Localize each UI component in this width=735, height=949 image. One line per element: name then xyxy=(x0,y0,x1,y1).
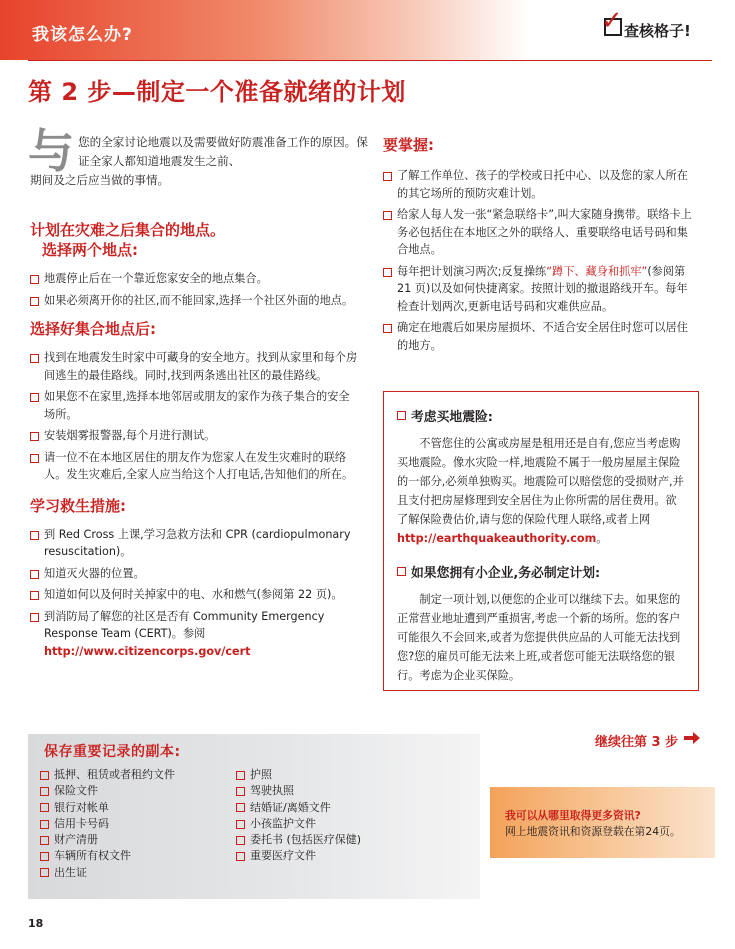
checkbox-icon xyxy=(30,613,39,622)
list-item xyxy=(30,608,360,661)
record-item: 出生证 xyxy=(40,865,175,881)
drop-cap: 与 xyxy=(28,124,74,178)
first-aid-heading: 学习救生措施: xyxy=(30,496,126,515)
insurance-body: 不管您住的公寓或房屋是租用还是自有,您应当考虑购买地震险。像水灾险一样,地震险不属于一般房屋屋主保险的一部分,必须单独购买。地震险可以赔偿您的受损财产,并且支付把房屋修理到安全居住为止你所需的居住费用。欲了解保险费估价,请与您的保险代理人联络,或者上网 http://earthquakeauthority.com。 xyxy=(397,437,684,545)
checkbox-icon xyxy=(236,771,245,780)
page-number: 18 xyxy=(28,917,44,930)
list-item: 给家人每人发一张“紧急联络卡”,叫大家随身携带。联络卡上务必包括住在本地区之外的联络人、重要联络电话号码和集合地点。 xyxy=(383,206,698,259)
list-item: 到 Red Cross 上课,学习急救方法和 CPR (cardiopulmonary resuscitation)。 xyxy=(30,526,360,561)
record-item: 银行对帐单 xyxy=(40,800,175,816)
checkbox-icon xyxy=(383,324,392,333)
record-item: 重要医疗文件 xyxy=(236,848,361,864)
header-divider xyxy=(28,60,712,61)
check-list-label: 查核格子! xyxy=(624,22,691,40)
checkbox-icon xyxy=(30,432,39,441)
record-item: 小孩监护文件 xyxy=(236,816,361,832)
continue-link[interactable]: 继续往第 3 步 xyxy=(595,735,679,750)
more-info-question: 我可以从哪里取得更多资讯? xyxy=(505,809,641,822)
records-title: 保存重要记录的副本: xyxy=(44,744,181,760)
intro-text: 您的全家讨论地震以及需要做好防震准备工作的原因。保证全家人都知道地震发生之前、 xyxy=(78,135,368,168)
intro-text-tail: 期间及之后应当做的事情。 xyxy=(30,173,170,187)
list-item: 知道灭火器的位置。 xyxy=(30,565,360,583)
section-label: 我该怎么办? xyxy=(32,25,133,45)
left-column xyxy=(30,220,360,664)
cert-text: 到消防局了解您的社区是否有 Community Emergency Response Team (CERT)。参阅 xyxy=(44,609,325,640)
insurance-box xyxy=(383,391,699,691)
checkbox-icon xyxy=(40,803,49,812)
drop-cover-hold-quote: “蹲下、藏身和抓牢” xyxy=(546,264,648,278)
record-item: 驾驶执照 xyxy=(236,783,361,799)
checkbox-icon xyxy=(40,787,49,796)
after-choosing-heading: 选择好集合地点后: xyxy=(30,320,156,338)
page-title: 第 2 步—制定一个准备就绪的计划 xyxy=(28,78,406,106)
checkbox-icon xyxy=(30,454,39,463)
right-column xyxy=(383,135,698,358)
record-item: 车辆所有权文件 xyxy=(40,848,175,864)
cert-link[interactable]: http://www.citizencorps.gov/cert xyxy=(44,644,251,658)
more-info-answer: 网上地震资讯和资源登载在第24页。 xyxy=(505,825,681,838)
record-item: 结婚证/离婚文件 xyxy=(236,800,361,816)
list-item: 地震停止后在一个靠近您家安全的地点集合。 xyxy=(30,270,360,288)
record-item: 抵押、租赁或者租约文件 xyxy=(40,767,175,783)
list-item: 知道如何以及何时关掉家中的电、水和燃气(参阅第 22 页)。 xyxy=(30,586,360,604)
list-item: 请一位不在本地区居住的朋友作为您家人在发生灾难时的联络人。发生灾难后,全家人应当给这个人打电话,告知他们的所在。 xyxy=(30,449,360,484)
record-item: 委托书 (包括医疗保健) xyxy=(236,832,361,848)
earthquake-authority-link[interactable]: http://earthquakeauthority.com xyxy=(397,532,597,545)
checkbox-icon xyxy=(236,803,245,812)
insurance-heading: 考虑买地震险: xyxy=(397,406,684,425)
checkbox-icon xyxy=(383,172,392,181)
small-business-heading: 如果您拥有小企业,务必制定计划: xyxy=(397,562,684,581)
records-list-right xyxy=(236,767,361,865)
records-list-left xyxy=(40,767,175,881)
checkbox-icon xyxy=(397,567,406,576)
meeting-places-subheading: 选择两个地点: xyxy=(42,241,138,259)
small-business-body: 制定一项计划,以便您的企业可以继续下去。如果您的正常营业地址遭到严重损害,考虑一个新的场所。您的客户可能很久不会回来,或者为您提供供应品的人可能无法找到您?您的雇员可能无法来上班,或者您可能无法联络您的银行。考虑为企业买保险。 xyxy=(397,593,681,682)
checkbox-icon xyxy=(236,852,245,861)
checkmark-icon: ✓ xyxy=(601,6,623,36)
list-item: 如果必须离开你的社区,而不能回家,选择一个社区外面的地点。 xyxy=(30,292,360,310)
checkbox-icon xyxy=(397,411,406,420)
checkbox-icon xyxy=(30,393,39,402)
list-item: 了解工作单位、孩子的学校或日托中心、以及您的家人所在的其它场所的预防灾难计划。 xyxy=(383,167,698,202)
checkbox-icon xyxy=(30,570,39,579)
checkbox-icon xyxy=(236,787,245,796)
must-know-heading: 要掌握: xyxy=(383,136,434,154)
list-item: 安装烟雾报警器,每个月进行测试。 xyxy=(30,427,360,445)
checkbox-icon xyxy=(40,820,49,829)
checkbox-icon xyxy=(30,297,39,306)
checkbox-icon xyxy=(30,354,39,363)
list-item: 找到在地震发生时家中可藏身的安全地方。找到从家里和每个房间逃生的最佳路线。同时,找到两条逃出社区的最佳路线。 xyxy=(30,349,360,384)
record-item: 信用卡号码 xyxy=(40,816,175,832)
checkbox-icon xyxy=(383,211,392,220)
list-item: 确定在地震后如果房屋损坏、不适合安全居住时您可以居住的地方。 xyxy=(383,319,698,354)
checkbox-icon xyxy=(30,531,39,540)
list-item: 每年把计划演习两次;反复操练“蹲下、藏身和抓牢”(参阅第 21 页)以及如何快捷离家。按照计划的撤退路线开车。每年检查计划两次,更新电话号码和灾难供应品。 xyxy=(383,263,698,316)
meeting-places-heading: 计划在灾难之后集合的地点。 xyxy=(30,221,226,239)
checkbox-icon xyxy=(40,852,49,861)
record-item: 护照 xyxy=(236,767,361,783)
checkbox-icon xyxy=(40,771,49,780)
list-item: 如果您不在家里,选择本地邻居或朋友的家作为孩子集合的安全场所。 xyxy=(30,388,360,423)
checkbox-icon xyxy=(40,836,49,845)
checkbox-icon xyxy=(30,275,39,284)
checkbox-icon xyxy=(236,836,245,845)
checkbox-icon xyxy=(40,868,49,877)
arrow-right-icon xyxy=(684,732,700,744)
record-item: 保险文件 xyxy=(40,783,175,799)
record-item: 财产清册 xyxy=(40,832,175,848)
checkbox-icon xyxy=(383,268,392,277)
checkbox-icon xyxy=(30,591,39,600)
checkbox-icon xyxy=(236,820,245,829)
